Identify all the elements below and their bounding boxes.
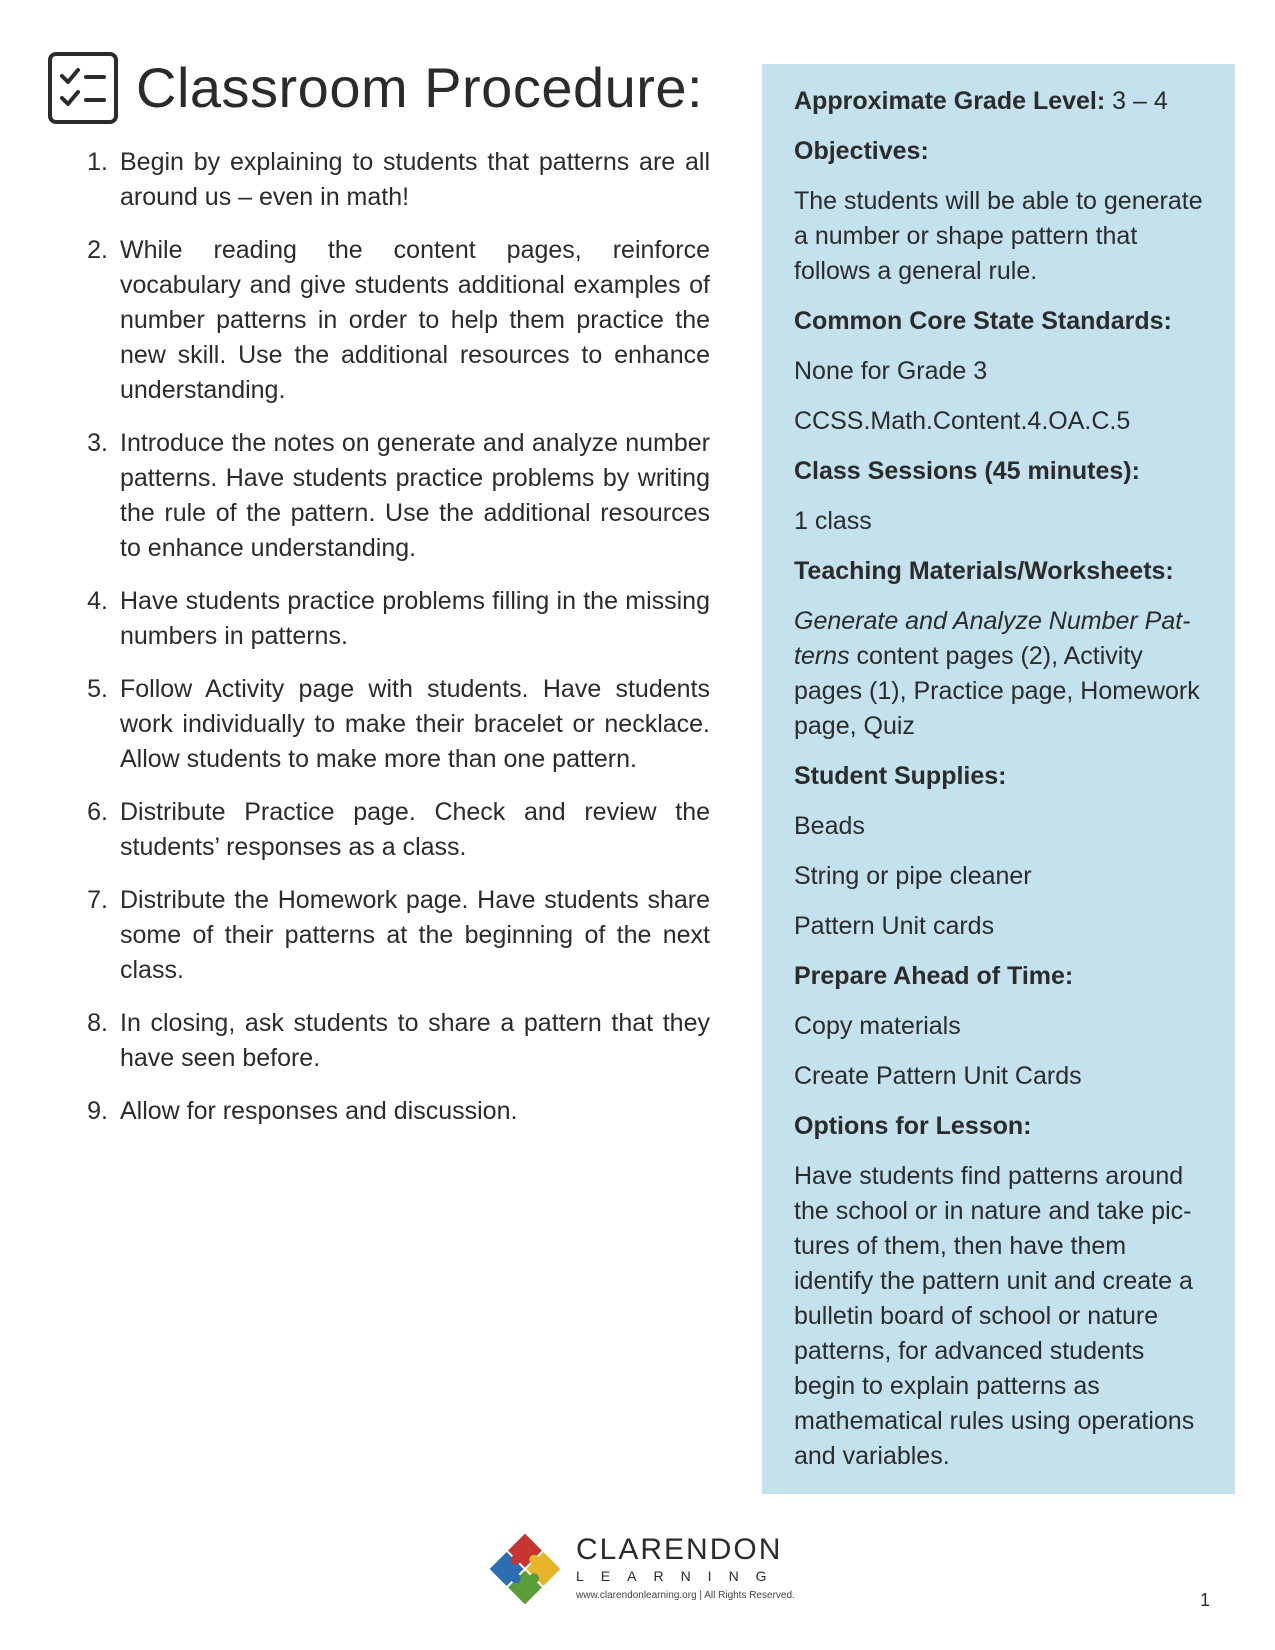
procedure-step: [70, 584, 710, 654]
prepare-item: Copy materials: [794, 1012, 961, 1040]
options-text: Have students find patterns around the school or in nature and take pic-tures of them, then have them identify the pattern unit and create a bulletin board of school or nature patterns, for advanced students begin to explain patterns as mathematical rules using operations and variables.: [794, 1162, 1195, 1470]
supply-item: Beads: [794, 812, 865, 840]
procedure-step: [70, 426, 710, 566]
procedure-step: [70, 1094, 710, 1129]
lesson-info-panel: [762, 64, 1235, 1494]
materials-title: Generate and Analyze Number Pat-terns: [794, 607, 1191, 670]
step-text: Follow Activity page with students. Have students work individually to make their bracelet or necklace. Allow students to make more than one pattern.: [120, 675, 710, 773]
materials-text: [794, 604, 1205, 744]
standard-item: None for Grade 3: [794, 357, 988, 385]
brand-subtitle: LEARNING: [576, 1568, 784, 1584]
step-text: Distribute Practice page. Check and review the students’ responses as a class.: [120, 798, 710, 861]
standards-heading: Common Core State Standards:: [794, 307, 1172, 335]
page-header: [48, 52, 703, 124]
step-text: In closing, ask students to share a pattern that they have seen before.: [120, 1009, 710, 1072]
procedure-step: [70, 233, 710, 408]
step-number: 2.: [87, 236, 108, 264]
checklist-icon: [48, 52, 118, 124]
step-number: 8.: [87, 1009, 108, 1037]
supplies-heading: Student Supplies:: [794, 762, 1007, 790]
prepare-item: Create Pattern Unit Cards: [794, 1062, 1082, 1090]
step-text: Begin by explaining to students that patterns are all around us – even in math!: [120, 148, 710, 211]
procedure-step: [70, 883, 710, 988]
procedure-step: [70, 795, 710, 865]
sessions-value: 1 class: [794, 507, 872, 535]
procedure-step: [70, 1006, 710, 1076]
procedure-step: [70, 672, 710, 777]
supply-item: Pattern Unit cards: [794, 912, 995, 940]
supply-item: String or pipe cleaner: [794, 862, 1032, 890]
brand-url: www.clarendonlearning.org | All Rights Reserved.: [576, 1590, 795, 1601]
objectives-text: The students will be able to generate a number or shape pattern that follows a general rule.: [794, 187, 1203, 285]
objectives-heading: Objectives:: [794, 137, 929, 165]
options-heading: Options for Lesson:: [794, 1112, 1032, 1140]
materials-list: content pages (2), Activity pages (1), Practice page, Homework page, Quiz: [794, 642, 1200, 740]
step-number: 4.: [87, 587, 108, 615]
grade-level: [794, 84, 1205, 119]
step-text: While reading the content pages, reinforce vocabulary and give students additional examples of number patterns in order to help them practice the new skill. Use the additional resources to enhance understanding.: [120, 236, 710, 404]
step-number: 6.: [87, 798, 108, 826]
step-number: 5.: [87, 675, 108, 703]
step-text: Distribute the Homework page. Have students share some of their patterns at the beginning of the next class.: [120, 886, 710, 984]
standard-item: CCSS.Math.Content.4.OA.C.5: [794, 407, 1131, 435]
page-number: 1: [1200, 1590, 1211, 1610]
step-number: 9.: [87, 1097, 108, 1125]
materials-heading: Teaching Materials/Worksheets:: [794, 557, 1174, 585]
step-text: Allow for responses and discussion.: [120, 1097, 518, 1125]
clarendon-logo: [486, 1530, 795, 1608]
grade-level-label: Approximate Grade Level:: [794, 87, 1106, 115]
procedure-list: [70, 145, 710, 1147]
brand-name: CLARENDON: [576, 1533, 783, 1566]
sessions-heading: Class Sessions (45 minutes):: [794, 457, 1140, 485]
step-text: Have students practice problems filling in the missing numbers in patterns.: [120, 587, 710, 650]
grade-level-value: 3 – 4: [1112, 87, 1168, 115]
step-number: 7.: [87, 886, 108, 914]
puzzle-logo-icon: [486, 1530, 564, 1608]
prepare-heading: Prepare Ahead of Time:: [794, 962, 1074, 990]
step-number: 3.: [87, 429, 108, 457]
step-number: 1.: [87, 148, 108, 176]
procedure-step: [70, 145, 710, 215]
page-title: Classroom Procedure:: [136, 56, 704, 119]
brand-block: [576, 1534, 795, 1601]
step-text: Introduce the notes on generate and analyze number patterns. Have students practice problems by writing the rule of the pattern. Use the additional resources to enhance understanding.: [120, 429, 710, 562]
